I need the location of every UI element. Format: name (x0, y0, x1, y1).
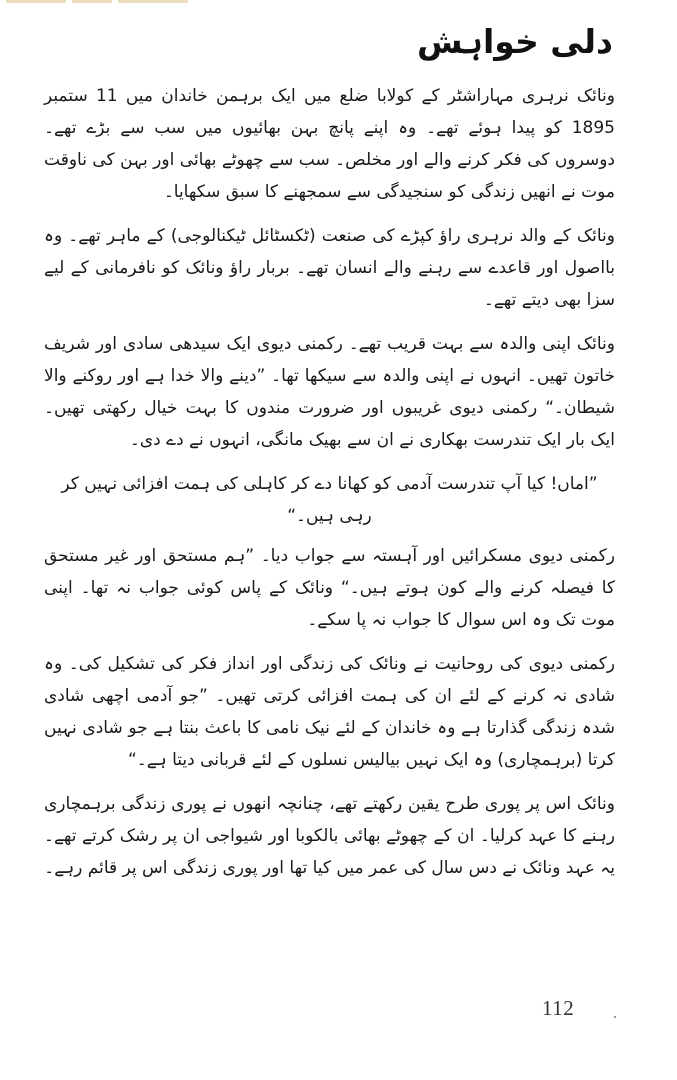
paragraph-birth: ونائک نرہری مہاراشٹر کے کولابا ضلع میں ایک برہمن خاندان میں 11 ستمبر 1895 کو پیدا ہوئے تھے۔ وہ اپنے پانچ بہن بھائیوں میں سب سے بڑے تھے۔ دوسروں کی فکر کرنے والے اور مخلص۔ سب سے چھوٹے بھائی اور بہن کی ناوقت موت نے انھیں زندگی کو سنجیدگی سے سمجھنے کا سبق سکھایا۔ (44, 86, 615, 202)
page-body (44, 80, 615, 896)
paragraph-father: ونائک کے والد نرہری راؤ کپڑے کی صنعت (ٹکسٹائل ٹیکنالوجی) کے ماہر تھے۔ وہ بااصول اور قاعدے سے رہنے والے انسان تھے۔ بربار راؤ ونائک کو نافرمانی کے لیے سزا بھی دیتے تھے۔ (44, 226, 615, 310)
paragraph-reply: رکمنی دیوی مسکرائیں اور آہستہ سے جواب دیا۔ ”ہم مستحق اور غیر مستحق کا فیصلہ کرنے والے کون ہوتے ہیں۔“ ونائک کے پاس کوئی جواب نہ تھا۔ اپنی موت تک وہ اس سوال کا جواب نہ پا سکے۔ (44, 546, 615, 630)
paragraph-vow: ونائک اس پر پوری طرح یقین رکھتے تھے، چنانچہ انھوں نے پوری زندگی برہمچاری رہنے کا عہد کرلیا۔ ان کے چھوٹے بھائی بالکوبا اور شیواجی ان پر رشک کرتے تھے۔ یہ عہد ونائک نے دس سال کی عمر میں کیا تھا اور پوری زندگی اس پر قائم رہے۔ (44, 794, 615, 878)
quote-line: ”اماں! کیا آپ تندرست آدمی کو کھانا دے کر کاہلی کی ہمت افزائی نہیں کر رہی ہیں۔“ (61, 474, 598, 526)
paragraph-mother: ونائک اپنی والدہ سے بہت قریب تھے۔ رکمنی دیوی ایک سیدھی سادی اور شریف خاتون تھیں۔ انہوں نے اپنی والدہ سے سیکھا تھا۔ ”دینے والا خدا ہے اور روکنے والا شیطان۔“ رکمنی دیوی غریبوں اور ضرورت مندوں کا بہت خیال رکھتی تھیں۔ ایک بار ایک تندرست بھکاری نے ان سے بھیک مانگی، انہوں نے دے دی۔ (44, 334, 615, 450)
scan-speck (614, 1016, 616, 1018)
page-number: 112 (542, 996, 575, 1020)
paragraph-spirituality: رکمنی دیوی کی روحانیت نے ونائک کی زندگی اور انداز فکر کی تشکیل کی۔ وہ شادی نہ کرنے کے لئے ان کی ہمت افزائی کرتی تھیں۔ ”جو آدمی اچھی شادی شدہ زندگی گذارتا ہے وہ خاندان کے لئے نیک نامی کا باعث بنتا ہے جو شادی نہیں کرتا (برہمچاری) وہ ایک نہیں بیالیس نسلوں کے لئے قربانی دیتا ہے۔“ (44, 654, 615, 770)
scan-edge-mark (6, 0, 236, 4)
chapter-heading: دلی خواہش (417, 22, 613, 61)
